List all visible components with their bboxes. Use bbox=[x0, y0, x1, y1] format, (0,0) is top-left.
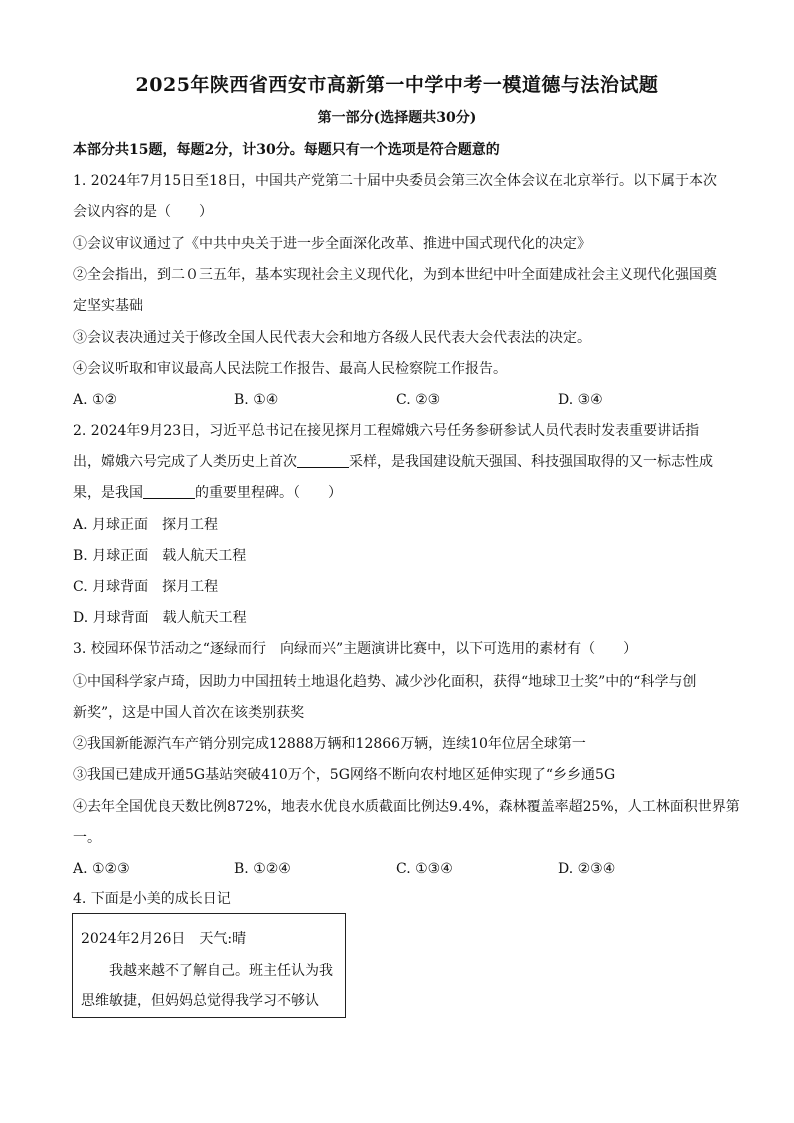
q2-stem-line3-a: 果，是我国 bbox=[73, 485, 143, 501]
q2-option-c: C. 月球背面 探月工程 bbox=[73, 579, 219, 595]
diary-line-2: 思维敏捷，但妈妈总觉得我学习不够认 bbox=[81, 993, 319, 1009]
q2-stem-line3-b: 的重要里程碑。（ ） bbox=[195, 485, 342, 501]
q3-item-1-line1: ①中国科学家卢琦，因助力中国扭转土地退化趋势、减少沙化面积，获得“地球卫士奖”中的“科学与创 bbox=[73, 674, 697, 690]
diary-header: 2024年2月26日 天气:晴 bbox=[81, 931, 247, 947]
q1-item-4: ④会议听取和审议最高人民法院工作报告、最高人民检察院工作报告。 bbox=[73, 361, 507, 377]
q3-item-4-line1: ④去年全国优良天数比例872%，地表水优良水质截面比例达9.4%，森林覆盖率超25%，人工林面积世界第 bbox=[73, 799, 740, 815]
q3-item-2: ②我国新能源汽车产销分别完成12888万辆和12866万辆，连续10年位居全球第一 bbox=[73, 736, 586, 752]
q3-option-b: B. ①②④ bbox=[234, 861, 291, 877]
q3-option-a: A. ①②③ bbox=[73, 861, 130, 877]
diary-box bbox=[72, 913, 346, 1018]
q1-item-3: ③会议表决通过关于修改全国人民代表大会和地方各级人民代表大会代表法的决定。 bbox=[73, 330, 591, 346]
q1-item-2-line1: ②全会指出，到二０三五年，基本实现社会主义现代化，为到本世纪中叶全面建成社会主义现代化强国奠 bbox=[73, 267, 717, 283]
q2-option-b: B. 月球正面 载人航天工程 bbox=[73, 548, 247, 564]
q3-option-c: C. ①③④ bbox=[396, 861, 453, 877]
q1-item-2-line2: 定坚实基础 bbox=[73, 298, 143, 314]
diary-line-1: 我越来越不了解自己。班主任认为我 bbox=[95, 963, 333, 979]
q3-item-3: ③我国已建成开通5G基站突破410万个，5G网络不断向农村地区延伸实现了“乡乡通5G bbox=[73, 767, 616, 783]
q3-option-d: D. ②③④ bbox=[558, 861, 616, 877]
q2-stem-line3 bbox=[73, 483, 342, 503]
section-instructions: 本部分共15题，每题2分，计30分。每题只有一个选项是符合题意的 bbox=[73, 142, 500, 158]
q1-stem-line2: 会议内容的是（ ） bbox=[73, 204, 213, 220]
section-title: 第一部分(选择题共30分) bbox=[317, 110, 477, 126]
q2-option-a: A. 月球正面 探月工程 bbox=[73, 517, 219, 533]
q2-blank-2 bbox=[143, 484, 195, 499]
q2-blank-1 bbox=[297, 453, 349, 468]
q3-stem: 3. 校园环保节活动之“逐绿而行 向绿而兴”主题演讲比赛中，以下可选用的素材有（ ） bbox=[73, 641, 638, 657]
q1-option-d: D. ③④ bbox=[558, 392, 603, 408]
q1-option-a: A. ①② bbox=[73, 392, 118, 408]
q2-stem-line2 bbox=[73, 452, 713, 472]
q2-stem-line1: 2. 2024年9月23日，习近平总书记在接见探月工程嫦娥六号任务参研参试人员代表时发表重要讲话指 bbox=[73, 423, 700, 439]
q3-item-1-line2: 新奖”，这是中国人首次在该类别获奖 bbox=[73, 705, 305, 721]
q1-option-b: B. ①④ bbox=[234, 392, 279, 408]
exam-title: 2025年陕西省西安市高新第一中学中考一模道德与法治试题 bbox=[135, 74, 659, 96]
q4-stem: 4. 下面是小美的成长日记 bbox=[73, 891, 231, 907]
q2-option-d: D. 月球背面 载人航天工程 bbox=[73, 610, 247, 626]
q2-stem-line2-a: 出，嫦娥六号完成了人类历史上首次 bbox=[73, 454, 297, 470]
q2-stem-line2-b: 采样，是我国建设航天强国、科技强国取得的又一标志性成 bbox=[349, 454, 713, 470]
q1-option-c: C. ②③ bbox=[396, 392, 441, 408]
q1-stem-line1: 1. 2024年7月15日至18日，中国共产党第二十届中央委员会第三次全体会议在北京举行。以下属于本次 bbox=[73, 173, 717, 189]
q3-item-4-line2: 一。 bbox=[73, 830, 101, 846]
q1-item-1: ①会议审议通过了《中共中央关于进一步全面深化改革、推进中国式现代化的决定》 bbox=[73, 236, 591, 252]
